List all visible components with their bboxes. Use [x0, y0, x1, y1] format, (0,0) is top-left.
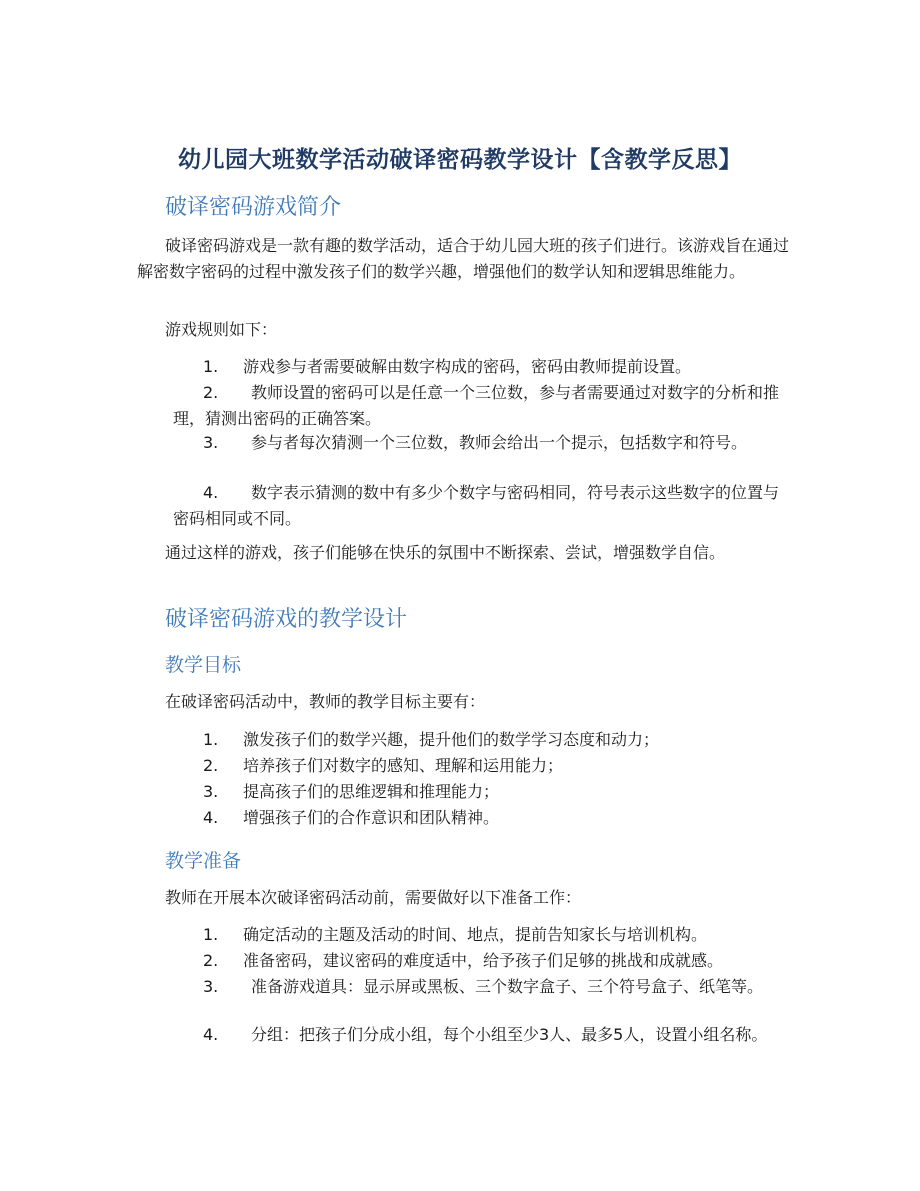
rules-lead: 游戏规则如下： [165, 320, 278, 339]
list-number: 1. [203, 730, 219, 749]
list-number: 3. [203, 782, 219, 801]
list-item [165, 779, 789, 805]
list-item [165, 922, 789, 948]
list-number: 4. [203, 483, 219, 502]
section-heading-intro: 破译密码游戏简介 [165, 195, 342, 220]
list-text: 参与者每次猜测一个三位数，教师会给出一个提示，包括数字和符号。 [251, 433, 748, 452]
list-text: 准备游戏道具：显示屏或黑板、三个数字盒子、三个符号盒子、纸笔等。 [251, 977, 764, 996]
list-text: 激发孩子们的数学兴趣，提升他们的数学学习态度和动力； [243, 730, 660, 749]
list-text: 确定活动的主题及活动的时间、地点，提前告知家长与培训机构。 [243, 925, 708, 944]
list-item [165, 354, 789, 380]
list-item [165, 430, 789, 456]
list-text: 提高孩子们的思维逻辑和推理能力； [243, 782, 500, 801]
list-item [165, 480, 789, 532]
list-number: 4. [203, 1025, 219, 1044]
list-number: 2. [203, 383, 219, 402]
list-text: 增强孩子们的合作意识和团队精神。 [243, 808, 500, 827]
list-number: 2. [203, 756, 219, 775]
list-text: 教师设置的密码可以是任意一个三位数，参与者需要通过对数字的分析和推理，猜测出密码的正确答案。 [173, 383, 780, 428]
goals-lead: 在破译密码活动中，教师的教学目标主要有： [165, 692, 486, 711]
list-number: 3. [203, 433, 219, 452]
prep-lead: 教师在开展本次破译密码活动前，需要做好以下准备工作： [165, 888, 582, 907]
list-number: 3. [203, 977, 219, 996]
list-item [165, 948, 789, 974]
closing-paragraph [137, 540, 789, 566]
intro-paragraph [137, 233, 789, 285]
subheading-goals: 教学目标 [165, 654, 242, 676]
list-number: 2. [203, 951, 219, 970]
subheading-prep: 教学准备 [165, 850, 242, 872]
list-item [165, 727, 789, 753]
list-text: 数字表示猜测的数中有多少个数字与密码相同，符号表示这些数字的位置与密码相同或不同。 [173, 483, 780, 528]
list-number: 1. [203, 925, 219, 944]
list-text: 游戏参与者需要破解由数字构成的密码，密码由教师提前设置。 [243, 357, 692, 376]
list-number: 1. [203, 357, 219, 376]
document-title: 幼儿园大班数学活动破译密码教学设计【含教学反思】 [178, 147, 742, 173]
list-text: 分组：把孩子们分成小组，每个小组至少3人、最多5人，设置小组名称。 [251, 1025, 768, 1044]
closing-text: 通过这样的游戏，孩子们能够在快乐的氛围中不断探索、尝试，增强数学自信。 [165, 543, 726, 562]
list-item [165, 974, 789, 1000]
list-item [165, 380, 789, 432]
section-heading-design: 破译密码游戏的教学设计 [165, 607, 408, 632]
intro-text: 破译密码游戏是一款有趣的数学活动，适合于幼儿园大班的孩子们进行。该游戏旨在通过解密数字密码的过程中激发孩子们的数学兴趣，增强他们的数学认知和逻辑思维能力。 [137, 236, 790, 281]
list-item [165, 1022, 789, 1048]
list-item [165, 805, 789, 831]
list-number: 4. [203, 808, 219, 827]
list-text: 准备密码，建议密码的难度适中，给予孩子们足够的挑战和成就感。 [243, 951, 724, 970]
list-text: 培养孩子们对数字的感知、理解和运用能力； [243, 756, 564, 775]
list-item [165, 753, 789, 779]
